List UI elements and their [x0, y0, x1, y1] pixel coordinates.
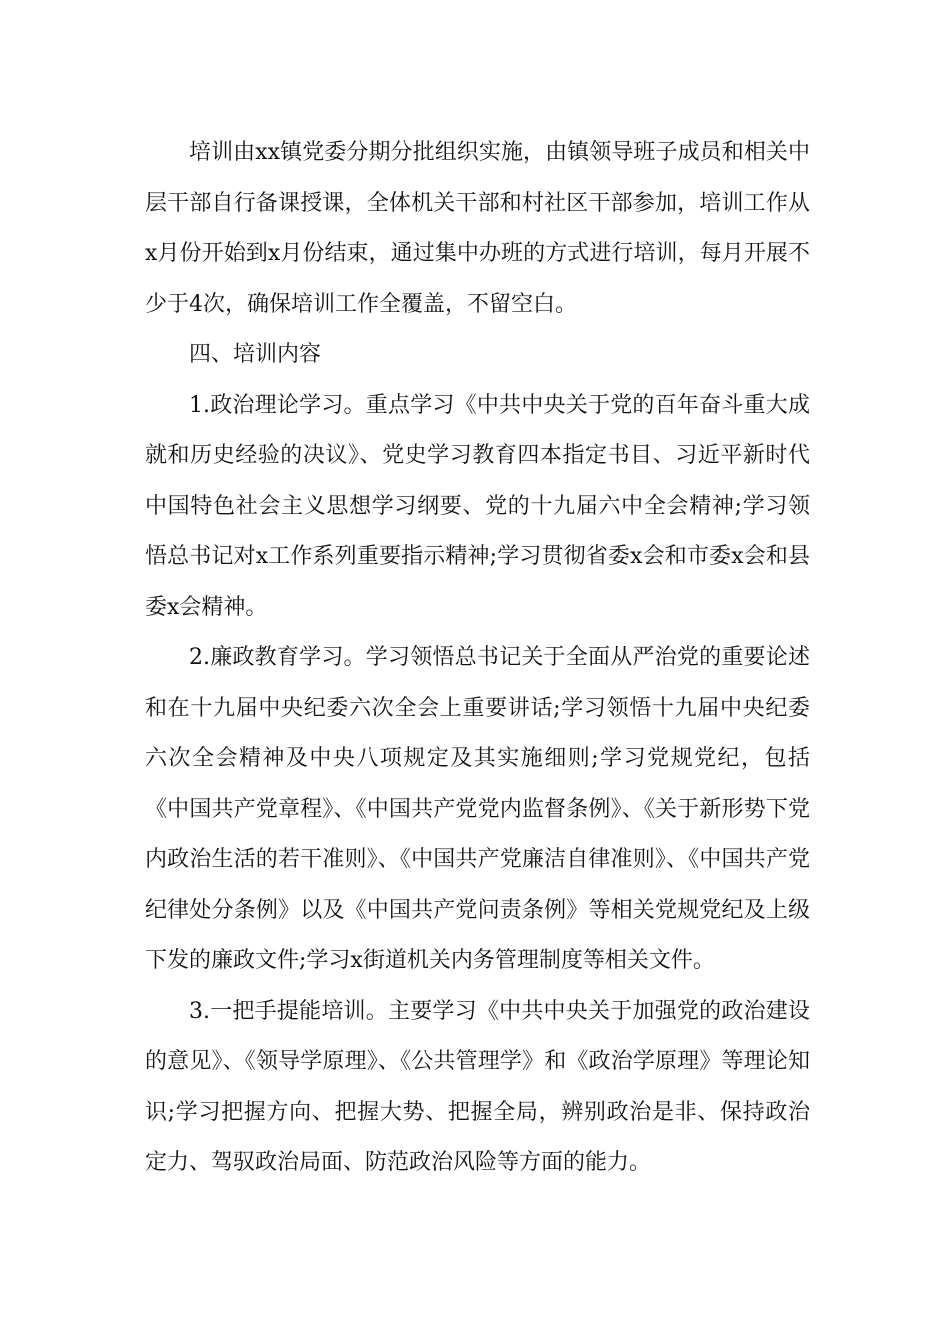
paragraph-integrity-education: 2.廉政教育学习。学习领悟总书记关于全面从严治党的重要论述和在十九届中央纪委六次全会上重要讲话;学习领悟十九届中央纪委六次全会精神及中央八项规定及其实施细则;学习党规党纪，包括《中国共产党章程》、《中国共产党党内监督条例》、《关于新形势下党内政治生活的若干准则》、《中国共产党廉洁自律准则》、《中国共产党纪律处分条例》以及《中国共产党问责条例》等相关党规党纪及上级下发的廉政文件;学习x街道机关内务管理制度等相关文件。 [145, 645, 810, 973]
paragraph-political-theory: 1.政治理论学习。重点学习《中共中央关于党的百年奋斗重大成就和历史经验的决议》、党史学习教育四本指定书目、习近平新时代中国特色社会主义思想学习纲要、党的十九届六中全会精神;学习领悟总书记对x工作系列重要指示精神;学习贯彻省委x会和市委x会和县委x会精神。 [145, 392, 810, 620]
paragraph-leader-training: 3.一把手提能培训。主要学习《中共中央关于加强党的政治建设的意见》、《领导学原理》、《公共管理学》和《政治学原理》等理论知识;学习把握方向、把握大势、把握全局，辨别政治是非、保持政治定力、驾驭政治局面、防范政治风险等方面的能力。 [145, 998, 810, 1175]
paragraph-training-organization: 培训由xx镇党委分期分批组织实施，由镇领导班子成员和相关中层干部自行备课授课，全体机关干部和村社区干部参加，培训工作从x月份开始到x月份结束，通过集中办班的方式进行培训，每月开展不少于4次，确保培训工作全覆盖，不留空白。 [145, 140, 810, 317]
section-heading-training-content: 四、培训内容 [189, 342, 322, 367]
document-body [145, 128, 810, 1189]
